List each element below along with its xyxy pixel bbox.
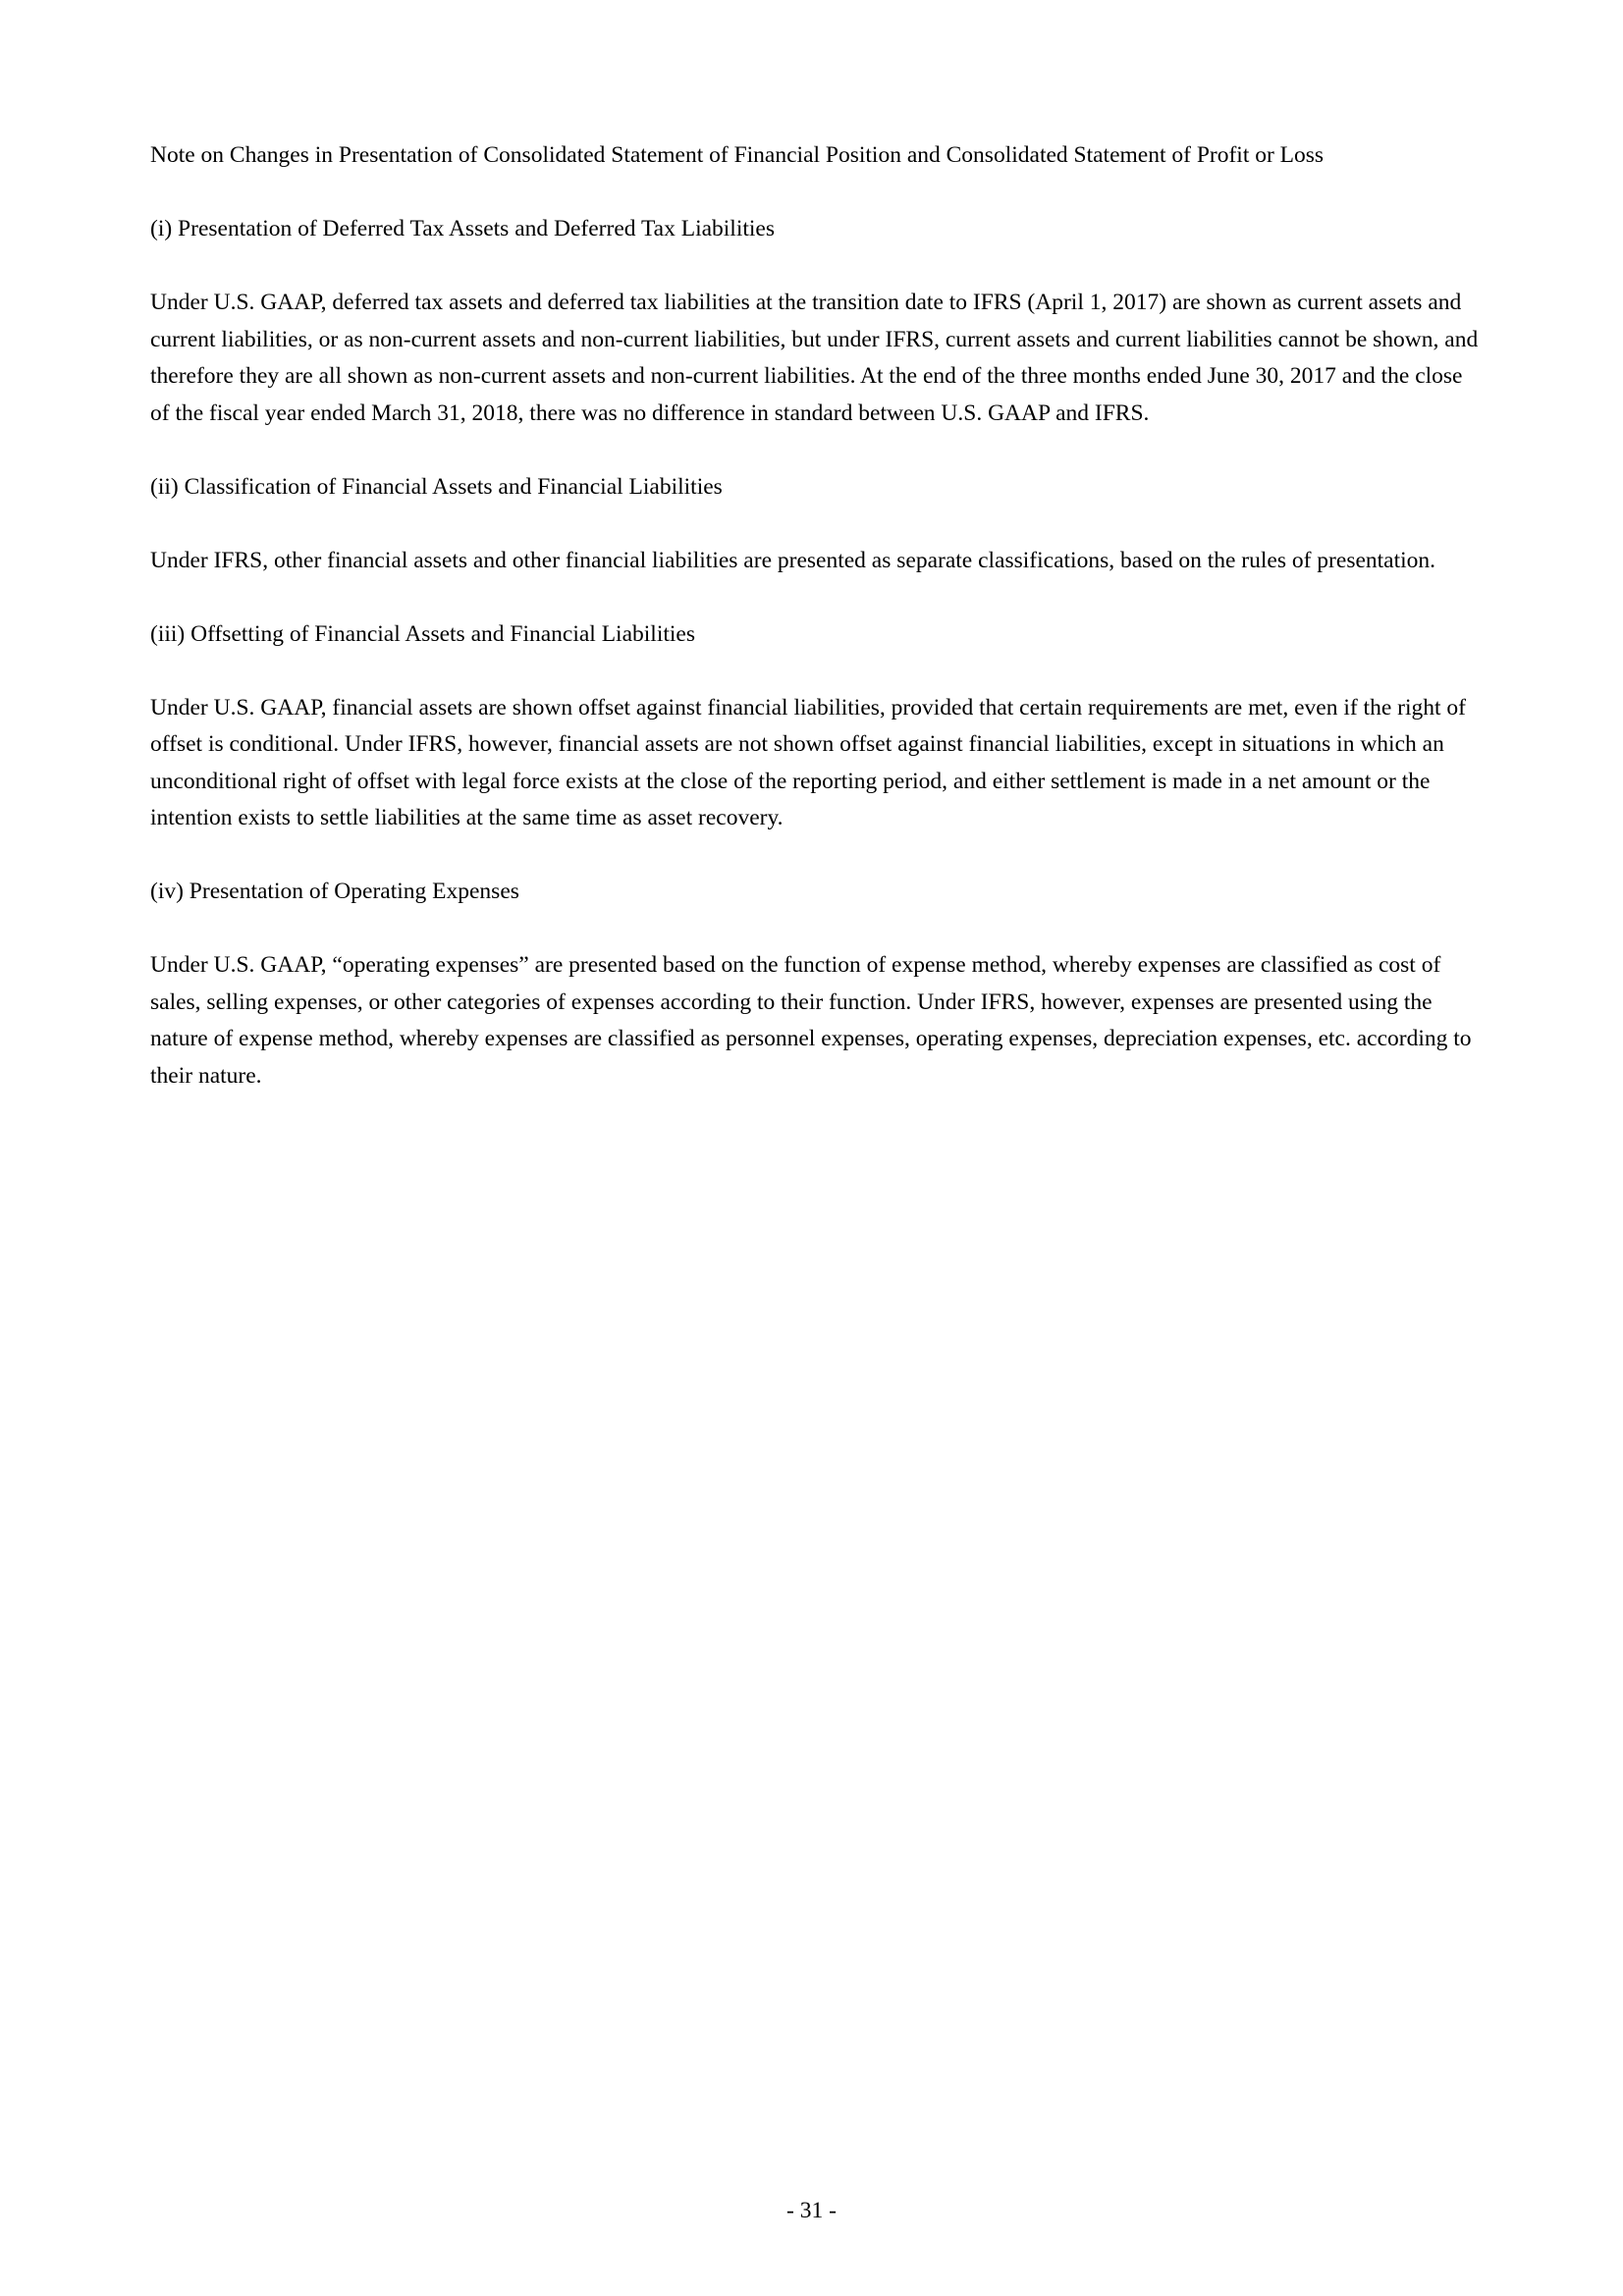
section-body-offsetting: Under U.S. GAAP, financial assets are shown offset against financial liabilities, provided that certain requirements are met, even if the right of offset is conditional. Under IFRS, however, financial assets are not shown offset against financial liabilities, except in situations in which an unconditional right of offset with legal force exists at the close of the reporting period, and either settlement is made in a net amount or the intention exists to settle liabilities at the same time as asset recovery. — [150, 694, 1466, 830]
section-heading-classification: (ii) Classification of Financial Assets and Financial Liabilities — [150, 473, 723, 500]
section-heading-deferred-tax: (i) Presentation of Deferred Tax Assets and Deferred Tax Liabilities — [150, 216, 776, 241]
page-content — [150, 137, 1486, 1132]
section-body-classification: Under IFRS, other financial assets and other financial liabilities are presented as separate classifications, based on the rules of presentation. — [150, 547, 1436, 573]
section-body-deferred-tax: Under U.S. GAAP, deferred tax assets and deferred tax liabilities at the transition date to IFRS (April 1, 2017) are shown as current assets and current liabilities, or as non-current assets and non-current liabilities, but under IFRS, current assets and current liabilities cannot be shown, and therefore they are all shown as non-current assets and non-current liabilities. At the end of the three months ended June 30, 2017 and the close of the fiscal year ended March 31, 2018, there was no difference in standard between U.S. GAAP and IFRS. — [150, 290, 1479, 426]
section-heading-offsetting: (iii) Offsetting of Financial Assets and Financial Liabilities — [150, 620, 695, 647]
section-body-operating-expenses: Under U.S. GAAP, “operating expenses” are presented based on the function of expense method, whereby expenses are classified as cost of sales, selling expenses, or other categories of expenses according to their function. Under IFRS, however, expenses are presented using the nature of expense method, whereby expenses are classified as personnel expenses, operating expenses, depreciation expenses, etc. according to their nature. — [150, 952, 1472, 1089]
note-title: Note on Changes in Presentation of Consolidated Statement of Financial Position and Consolidated Statement of Profit or Loss — [150, 142, 1325, 168]
section-heading-operating-expenses: (iv) Presentation of Operating Expenses — [150, 879, 519, 904]
page-number: - 31 - — [786, 2198, 837, 2223]
